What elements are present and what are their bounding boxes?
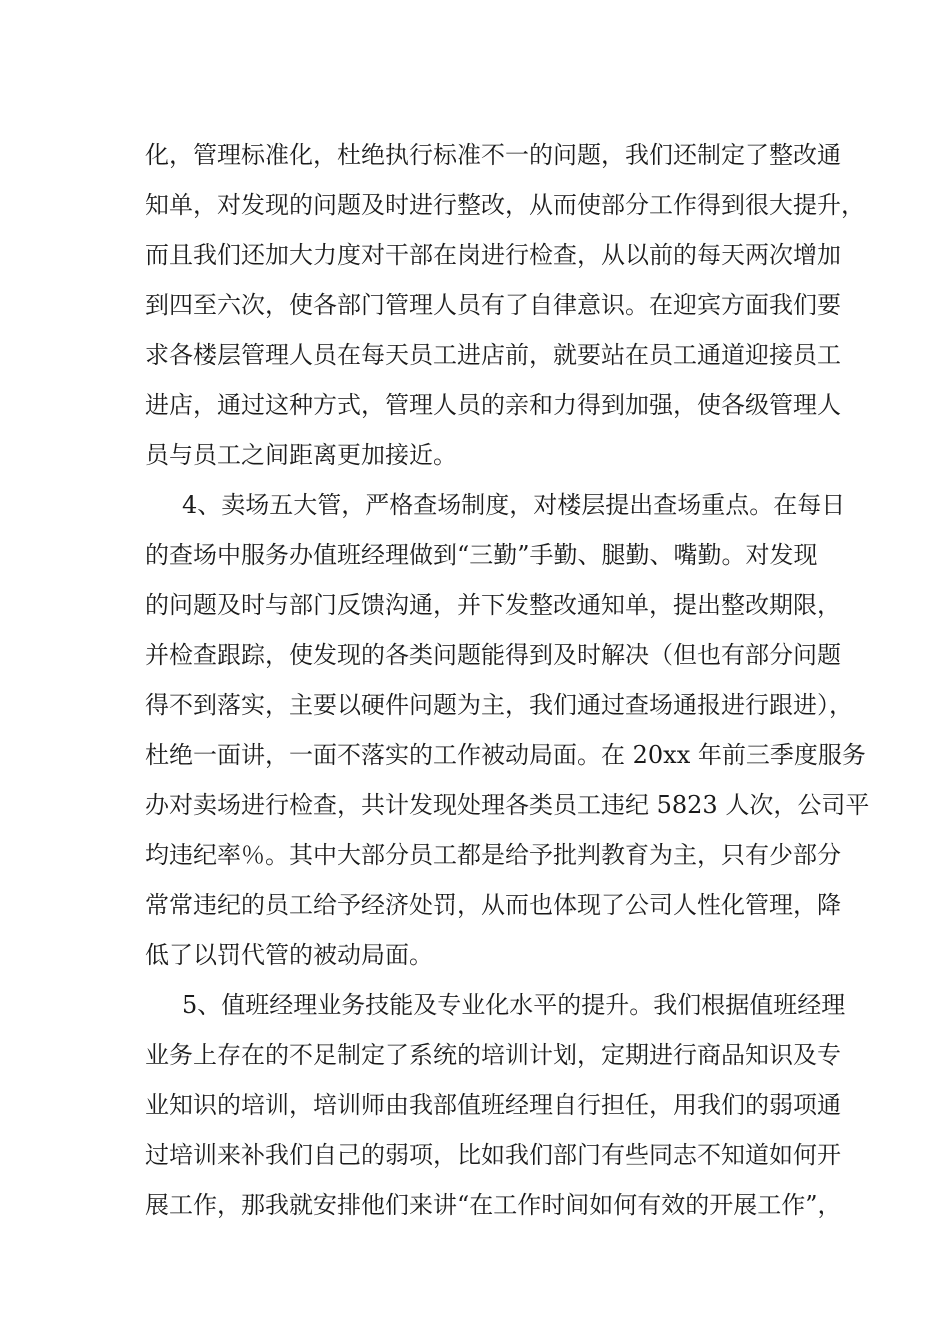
text-line: 进店，通过这种方式，管理人员的亲和力得到加强，使各级管理人 [145, 391, 841, 419]
text-line: 员与员工之间距离更加接近。 [145, 441, 457, 469]
paragraph-4-start-line: 4、卖场五大管，严格查场制度，对楼层提出查场重点。在每日 [182, 491, 846, 519]
text-line: 的问题及时与部门反馈沟通，并下发整改通知单，提出整改期限， [145, 591, 841, 619]
text-line: 低了以罚代管的被动局面。 [145, 941, 433, 969]
text-line: 均违纪率％。其中大部分员工都是给予批判教育为主，只有少部分 [145, 841, 841, 869]
text-line: 求各楼层管理人员在每天员工进店前，就要站在员工通道迎接员工 [145, 341, 841, 369]
text-line: 常常违纪的员工给予经济处罚，从而也体现了公司人性化管理，降 [145, 891, 841, 919]
text-line: 展工作，那我就安排他们来讲“在工作时间如何有效的开展工作”， [145, 1191, 842, 1219]
text-line: 而且我们还加大力度对干部在岗进行检查，从以前的每天两次增加 [145, 241, 841, 269]
text-line: 办对卖场进行检查，共计发现处理各类员工违纪 5823 人次，公司平 [145, 791, 870, 819]
text-line: 业知识的培训，培训师由我部值班经理自行担任，用我们的弱项通 [145, 1091, 841, 1119]
text-line: 业务上存在的不足制定了系统的培训计划，定期进行商品知识及专 [145, 1041, 841, 1069]
document-body [145, 130, 870, 1230]
paragraph-5-start-line: 5、值班经理业务技能及专业化水平的提升。我们根据值班经理 [182, 991, 846, 1019]
text-line: 的查场中服务办值班经理做到“三勤”手勤、腿勤、嘴勤。对发现 [145, 541, 818, 569]
text-line: 知单，对发现的问题及时进行整改，从而使部分工作得到很大提升， [145, 191, 865, 219]
text-line: 到四至六次，使各部门管理人员有了自律意识。在迎宾方面我们要 [145, 291, 841, 319]
text-line: 并检查跟踪，使发现的各类问题能得到及时解决（但也有部分问题 [145, 641, 841, 669]
text-line: 化，管理标准化，杜绝执行标准不一的问题，我们还制定了整改通 [145, 141, 841, 169]
text-line: 杜绝一面讲，一面不落实的工作被动局面。在 20xx 年前三季度服务 [145, 741, 866, 769]
text-line: 得不到落实，主要以硬件问题为主，我们通过查场通报进行跟进）， [145, 691, 853, 719]
text-line: 过培训来补我们自己的弱项，比如我们部门有些同志不知道如何开 [145, 1141, 841, 1169]
